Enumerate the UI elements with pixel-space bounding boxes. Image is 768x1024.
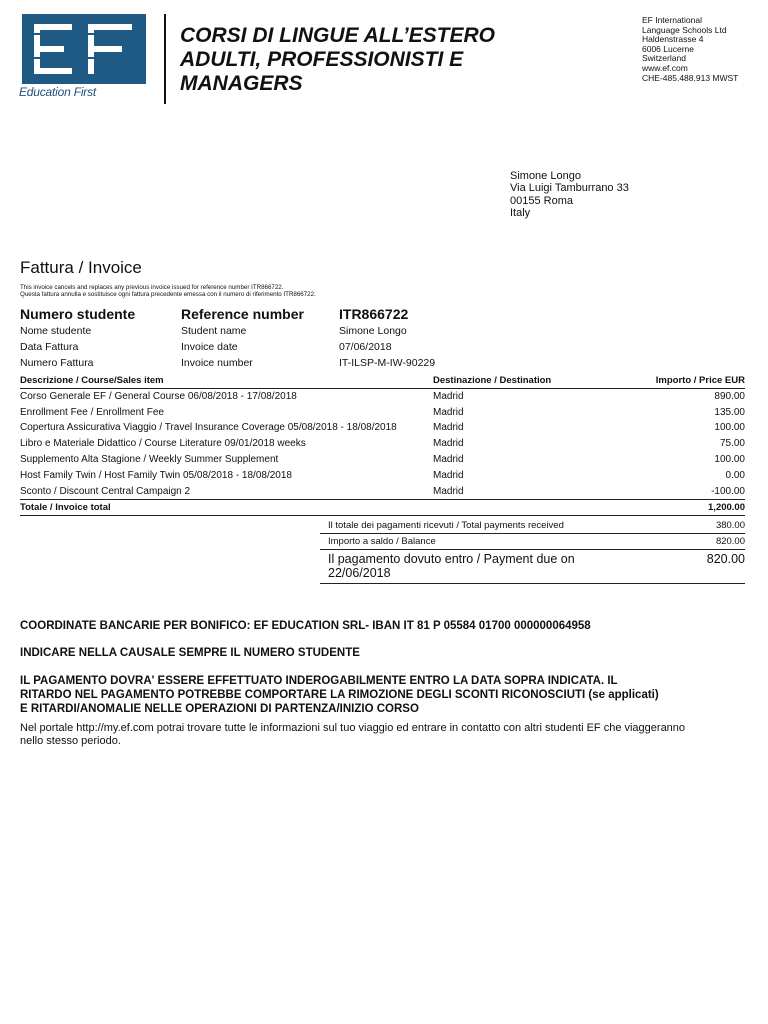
- reference-number-value: ITR866722: [339, 306, 409, 322]
- table-row: [0, 391, 768, 406]
- summary-rule: [320, 533, 745, 534]
- invoice-notice: [20, 284, 316, 298]
- row-price: 135.00: [714, 407, 745, 418]
- portal-line: Nel portale http://my.ef.com potrai trovare tutte le informazioni sul tuo viaggio ed entrare in contatto con altri studenti EF che viaggeranno: [20, 722, 686, 734]
- row-price: 890.00: [714, 391, 745, 402]
- reference-number-heading: Reference number: [181, 306, 304, 322]
- recipient-line: 00155 Roma: [510, 194, 573, 207]
- payment-due-text: Il pagamento dovuto entro / Payment due on: [328, 552, 575, 566]
- logo-wordmark: Education First: [19, 85, 97, 99]
- row-destination: Madrid: [433, 486, 464, 497]
- payment-due-value: 820.00: [706, 552, 745, 566]
- row-item: Host Family Twin / Host Family Twin 05/08/2018 - 18/08/2018: [20, 470, 292, 481]
- meta-row: [0, 357, 768, 372]
- invoice-total-value: 1,200.00: [708, 502, 745, 513]
- table-bottom-rule: [20, 515, 745, 516]
- company-address: [642, 16, 762, 83]
- notice-it: Questa fattura annulla e sostituisce ogni fattura precedente emessa con il numero di riferimento ITR866722.: [20, 291, 316, 299]
- company-line: 6006 Lucerne: [642, 43, 694, 54]
- row-destination: Madrid: [433, 454, 464, 465]
- heading-line: MANAGERS: [180, 72, 303, 95]
- heading-line: ADULTI, PROFESSIONISTI E: [180, 48, 464, 71]
- row-price: 100.00: [714, 454, 745, 465]
- meta-label-en: Student name: [181, 325, 247, 337]
- row-item: Supplemento Alta Stagione / Weekly Summer Supplement: [20, 454, 279, 465]
- invoice-title: Fattura / Invoice: [20, 258, 142, 277]
- company-line: Switzerland: [642, 53, 686, 64]
- company-line: EF International: [642, 15, 703, 25]
- portal-info: [20, 722, 750, 748]
- table-row: [0, 422, 768, 437]
- table-total-rule: [20, 499, 745, 500]
- warning-line: IL PAGAMENTO DOVRA' ESSERE EFFETTUATO INDEROGABILMENTE ENTRO LA DATA SOPRA INDICATA. IL: [20, 675, 618, 687]
- summary-bottom-rule: [320, 583, 745, 584]
- row-item: Enrollment Fee / Enrollment Fee: [20, 407, 164, 418]
- row-item: Sconto / Discount Central Campaign 2: [20, 486, 191, 497]
- recipient-line: Simone Longo: [510, 170, 581, 182]
- row-destination: Madrid: [433, 407, 464, 418]
- invoice-total-label: Totale / Invoice total: [20, 502, 111, 513]
- bank-details: COORDINATE BANCARIE PER BONIFICO: EF EDUCATION SRL- IBAN IT 81 P 05584 01700 000000064958: [20, 620, 591, 632]
- payments-received-value: 380.00: [715, 520, 745, 531]
- heading-line: CORSI DI LINGUE ALL’ESTERO: [180, 24, 496, 47]
- payment-due-label: [328, 552, 575, 580]
- late-payment-warning: [20, 674, 750, 716]
- company-line: www.ef.com: [642, 62, 688, 73]
- payments-received-label: Il totale dei pagamenti ricevuti / Total payments received: [328, 520, 564, 531]
- summary-rule: [320, 549, 745, 550]
- row-item: Corso Generale EF / General Course 06/08/2018 - 17/08/2018: [20, 391, 297, 402]
- row-item: Libro e Materiale Didattico / Course Literature 09/01/2018 weeks: [20, 438, 306, 449]
- row-item: Copertura Assicurativa Viaggio / Travel Insurance Coverage 05/08/2018 - 18/08/2018: [20, 422, 397, 433]
- meta-label-en: Invoice number: [181, 357, 253, 369]
- company-line: CHE-485.488.913 MWST: [642, 72, 739, 83]
- column-header-destination: Destinazione / Destination: [433, 375, 552, 386]
- meta-value: Simone Longo: [339, 325, 407, 337]
- warning-line: E RITARDI/ANOMALIE NELLE OPERAZIONI DI PARTENZA/INIZIO CORSO: [20, 703, 419, 715]
- row-destination: Madrid: [433, 422, 464, 433]
- row-price: 0.00: [725, 470, 745, 481]
- document-heading: [180, 24, 600, 96]
- column-header-item: Descrizione / Course/Sales item: [20, 375, 164, 386]
- meta-row: [0, 325, 768, 340]
- student-number-heading: Numero studente: [20, 306, 136, 322]
- notice-en: This invoice cancels and replaces any previous invoice issued for reference number ITR866722.: [20, 284, 284, 291]
- table-header-rule: [20, 388, 745, 389]
- row-destination: Madrid: [433, 470, 464, 481]
- row-price: 75.00: [719, 438, 745, 449]
- header-divider: [164, 14, 166, 104]
- meta-value: 07/06/2018: [339, 341, 392, 353]
- meta-row: [0, 341, 768, 356]
- table-row: [0, 407, 768, 422]
- company-line: Haldenstrasse 4: [642, 34, 704, 45]
- table-row: [0, 470, 768, 485]
- row-price: 100.00: [714, 422, 745, 433]
- company-line: Language Schools Ltd: [642, 24, 727, 35]
- row-price: -100.00: [711, 486, 745, 497]
- meta-label-en: Invoice date: [181, 341, 238, 353]
- recipient-address: [510, 170, 629, 220]
- meta-label-it: Nome studente: [20, 325, 92, 337]
- meta-label-it: Data Fattura: [20, 341, 79, 353]
- column-header-price: Importo / Price EUR: [655, 375, 745, 386]
- balance-label: Importo a saldo / Balance: [328, 536, 436, 547]
- warning-line: RITARDO NEL PAGAMENTO POTREBBE COMPORTARE LA RIMOZIONE DEGLI SCONTI RICONOSCIUTI (se applicati): [20, 689, 659, 701]
- table-row: [0, 454, 768, 469]
- meta-label-it: Numero Fattura: [20, 357, 94, 369]
- payment-due-date: 22/06/2018: [328, 566, 391, 580]
- balance-value: 820.00: [715, 536, 745, 547]
- row-destination: Madrid: [433, 438, 464, 449]
- table-row: [0, 438, 768, 453]
- meta-value: IT-ILSP-M-IW-90229: [339, 357, 436, 369]
- recipient-line: Via Luigi Tamburrano 33: [510, 182, 629, 195]
- payment-reference-instruction: INDICARE NELLA CAUSALE SEMPRE IL NUMERO STUDENTE: [20, 647, 360, 659]
- portal-line: nello stesso periodo.: [20, 735, 121, 747]
- recipient-line: Italy: [510, 207, 531, 220]
- row-destination: Madrid: [433, 391, 464, 402]
